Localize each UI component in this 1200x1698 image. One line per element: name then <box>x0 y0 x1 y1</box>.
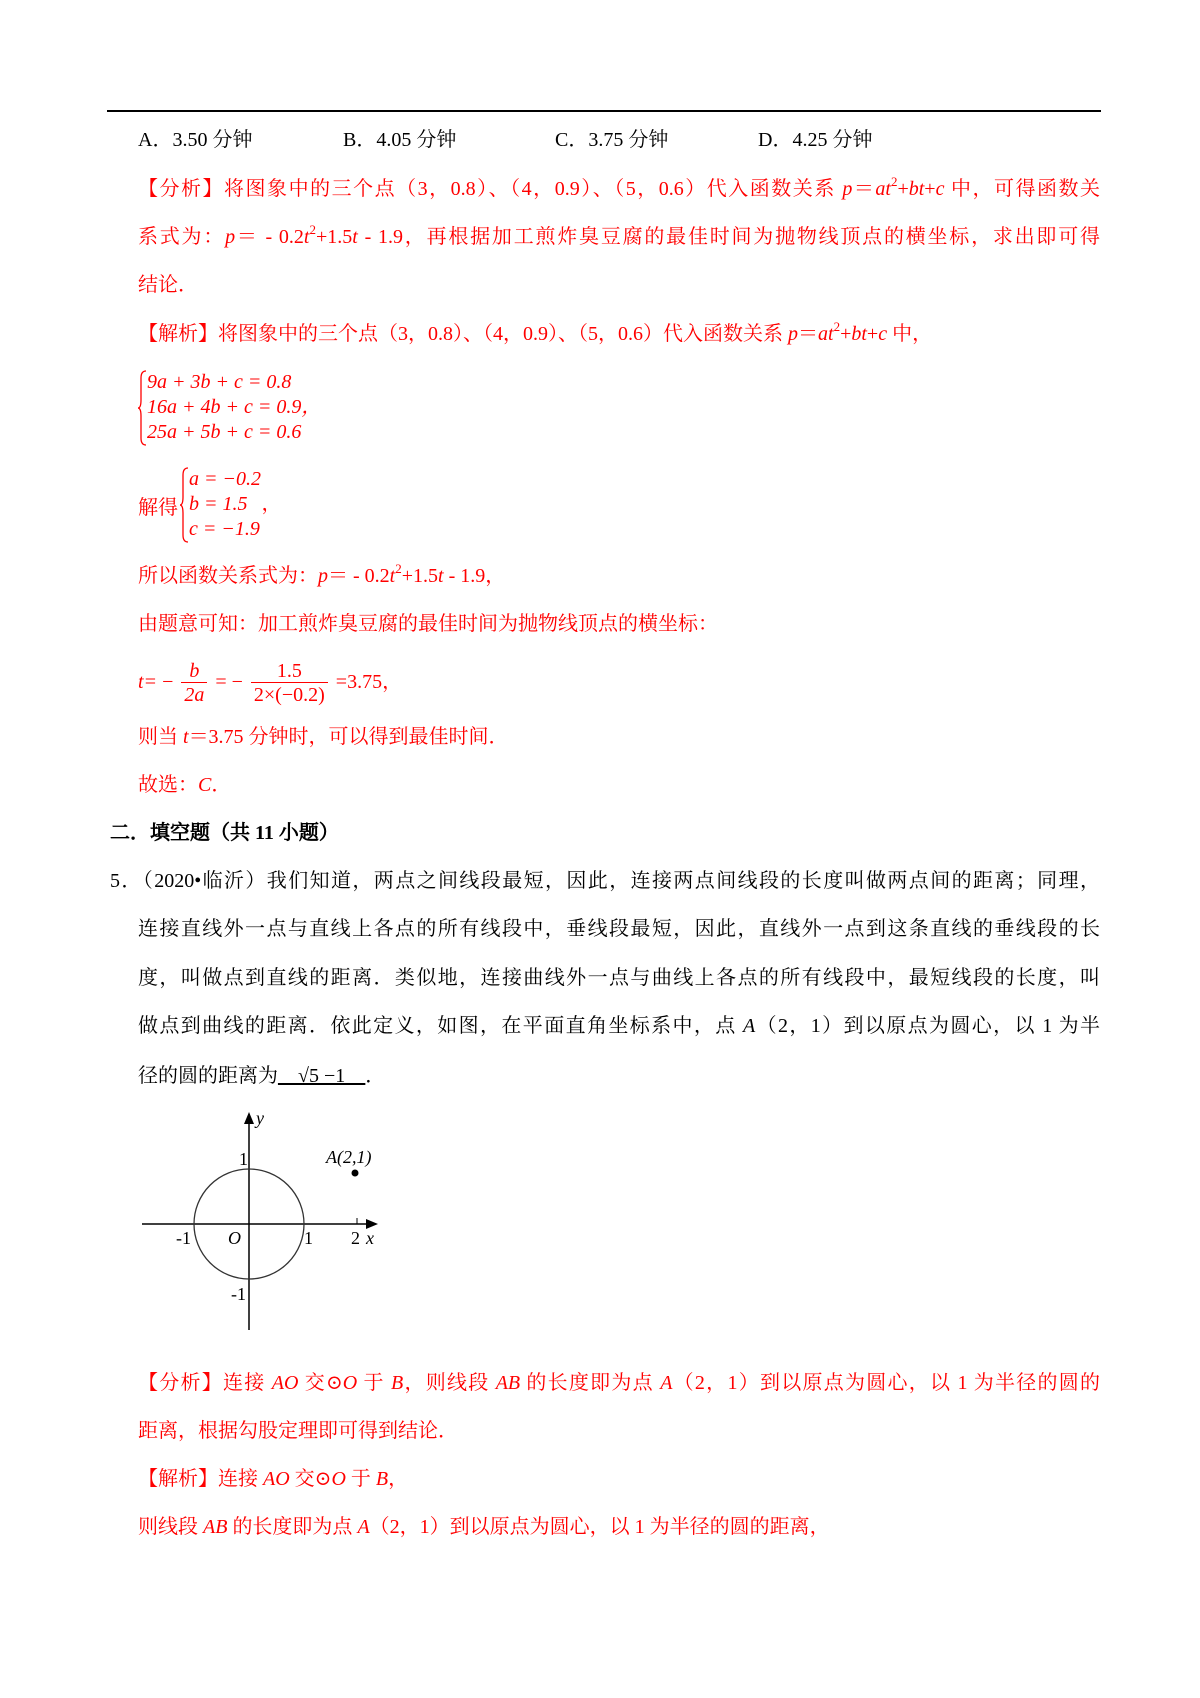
text-line <box>138 1417 458 1445</box>
text-segment: （2，1）到以原点为圆心，以 1 为半 <box>755 1015 1100 1037</box>
formula-minus: − <box>162 671 174 694</box>
text-line <box>138 271 198 299</box>
text-line <box>138 723 509 751</box>
text-segment: 结论． <box>138 274 198 296</box>
math-variable: at <box>818 323 834 345</box>
text-segment: - 1.9， <box>443 565 506 587</box>
math-variable: t <box>389 565 396 587</box>
text-segment: ＝3.75 分钟时，可以得到最佳时间． <box>188 726 509 748</box>
option-d <box>758 126 872 154</box>
text-segment: 5．（2020•临沂）我们知道，两点之间线段最短，因此，连接两点间线段的长度叫做两点间的距离；同理， <box>110 870 1100 892</box>
text-line <box>138 1369 1100 1397</box>
formula-minus: − <box>231 671 243 694</box>
text-segment: ＝ - 0.2 <box>235 226 304 248</box>
text-segment: 2 <box>890 175 898 189</box>
option-value: 4.05 分钟 <box>376 129 457 151</box>
math-variable: p <box>318 565 328 587</box>
option-value: 3.50 分钟 <box>172 129 253 151</box>
point-a <box>352 1170 359 1177</box>
text-segment: 2 <box>833 319 841 334</box>
math-variable: C <box>198 774 212 796</box>
text-segment: + <box>866 323 879 345</box>
y-arrow-icon <box>244 1112 254 1124</box>
equation-row: 9a + 3b + c = 0.8 <box>147 371 292 393</box>
text-segment: ＝ <box>798 323 818 345</box>
text-segment: +1.5 <box>315 226 353 248</box>
formula-equals: = <box>215 671 227 694</box>
math-variable: at <box>875 178 891 200</box>
tick-label-xm1: -1 <box>176 1228 191 1248</box>
text-segment: 径的圆的距离为 <box>138 1065 278 1087</box>
solution-row: c = −1.9 <box>189 518 260 540</box>
text-segment: ＝ <box>852 178 876 200</box>
coordinate-diagram <box>130 1100 390 1340</box>
text-segment: 的长度即为点 <box>520 1372 661 1394</box>
solution-comma: ， <box>261 493 282 515</box>
text-segment: （2，1）到以原点为圆心，以 1 为半径的圆的距离， <box>369 1516 830 1538</box>
text-segment: ＝ - 0.2 <box>328 565 390 587</box>
solution-row: b = 1.5 <box>189 493 248 515</box>
text-segment: + <box>840 323 852 345</box>
math-variable: B <box>375 1468 389 1490</box>
text-line <box>138 320 932 348</box>
math-variable: t <box>352 226 358 248</box>
formula-lhs: t= <box>138 671 158 694</box>
text-line <box>138 964 1100 992</box>
formula-result: =3.75， <box>335 671 403 694</box>
option-letter: B． <box>343 129 377 151</box>
text-line <box>138 915 1100 943</box>
origin-label: O <box>228 1228 241 1248</box>
math-variable: p <box>225 226 236 248</box>
math-variable: AB <box>203 1516 228 1538</box>
tick-label-y1: 1 <box>239 1149 248 1169</box>
text-line <box>138 1012 1100 1040</box>
equation-row: 25a + 5b + c = 0.6 <box>147 421 302 443</box>
text-line <box>138 223 1100 251</box>
math-variable: B <box>390 1372 404 1394</box>
option-letter: A． <box>138 129 173 151</box>
math-variable: AO <box>271 1372 299 1394</box>
text-segment: 度，叫做点到直线的距离．类似地，连接曲线外一点与曲线上各点的所有线段中，最短线段的长度，叫 <box>138 967 1100 989</box>
x-label: x <box>366 1228 374 1248</box>
text-segment: 【分析】连接 <box>138 1372 272 1394</box>
tick-label-x1: 1 <box>304 1228 313 1248</box>
tick-label-ym1: -1 <box>231 1284 246 1304</box>
text-segment: 【分析】将图象中的三个点（3，0.8）、（4，0.9）、（5，0.6）代入函数关系 <box>138 178 843 200</box>
vertex-formula <box>138 660 402 707</box>
text-segment: 交⊙ <box>298 1372 343 1394</box>
option-value: 3.75 分钟 <box>588 129 669 151</box>
y-label: y <box>256 1108 264 1128</box>
math-variable: t <box>183 726 189 748</box>
math-variable: AO <box>263 1468 290 1490</box>
text-line <box>138 1465 408 1493</box>
text-segment: +1.5 <box>401 565 439 587</box>
math-variable: bt <box>908 178 925 200</box>
math-variable: c <box>935 178 945 200</box>
math-variable: p <box>788 323 798 345</box>
option-a <box>138 126 252 154</box>
text-segment: 于 <box>357 1372 391 1394</box>
math-variable: bt <box>851 323 867 345</box>
option-c <box>555 126 668 154</box>
text-segment: 连接直线外一点与直线上各点的所有线段中，垂线段最短，因此，直线外一点到这条直线的垂线段的长 <box>138 918 1100 940</box>
text-segment: 做点到曲线的距离．依此定义，如图，在平面直角坐标系中，点 <box>138 1015 743 1037</box>
text-line <box>138 1513 830 1541</box>
text-segment: 则线段 <box>138 1516 203 1538</box>
text-segment: ． <box>211 774 232 796</box>
text-segment: 系式为： <box>138 226 226 248</box>
answer-blank: __√5 −1__ <box>278 1065 366 1087</box>
text-line <box>110 867 1100 895</box>
equation-system <box>138 370 321 445</box>
text-segment: 二．填空题（共 11 小题） <box>110 822 339 844</box>
math-variable: O <box>342 1372 358 1394</box>
text-segment: 中，可得函数关 <box>944 178 1100 200</box>
math-variable: A <box>742 1015 756 1037</box>
text-segment: 【解析】连接 <box>138 1468 263 1490</box>
brace-icon <box>180 467 190 543</box>
header-rule <box>107 110 1101 112</box>
option-letter: C． <box>555 129 589 151</box>
text-segment: 交⊙ <box>289 1468 332 1490</box>
math-variable: t <box>303 226 310 248</box>
fraction-b-over-2a <box>181 660 207 707</box>
section-heading <box>110 819 339 847</box>
equation-row: 16a + 4b + c = 0.9， <box>147 396 322 418</box>
text-segment: 2 <box>395 561 402 576</box>
text-segment: 2 <box>309 223 316 237</box>
solution-system <box>138 467 282 542</box>
text-segment: ，则线段 <box>403 1372 496 1394</box>
text-segment: 于 <box>345 1468 376 1490</box>
text-segment: 中， <box>887 323 933 345</box>
option-b <box>343 126 456 154</box>
text-segment: ， <box>388 1468 409 1490</box>
text-line <box>138 610 718 638</box>
math-variable: AB <box>495 1372 521 1394</box>
text-line <box>138 175 1100 203</box>
text-segment: ． <box>365 1065 386 1087</box>
point-a-label: A(2,1) <box>326 1147 372 1167</box>
text-segment: （2，1）到以原点为圆心，以 1 为半径的圆的 <box>672 1372 1100 1394</box>
text-segment: 所以函数关系式为： <box>138 565 318 587</box>
math-variable: p <box>842 178 853 200</box>
text-segment: - 1.9，再根据加工煎炸臭豆腐的最佳时间为抛物线顶点的横坐标，求出即可得 <box>357 226 1100 248</box>
text-segment: + <box>924 178 936 200</box>
text-segment: 距离，根据勾股定理即可得到结论． <box>138 1420 458 1442</box>
text-segment: 则当 <box>138 726 183 748</box>
solution-label: 解得 <box>138 497 178 519</box>
solution-row: a = −0.2 <box>189 468 261 490</box>
numerator: 1.5 <box>251 660 328 683</box>
option-letter: D． <box>758 129 793 151</box>
text-segment: + <box>897 178 909 200</box>
option-value: 4.25 分钟 <box>792 129 873 151</box>
math-variable: c <box>878 323 888 345</box>
denominator: 2a <box>184 684 205 706</box>
text-segment: 的长度即为点 <box>227 1516 358 1538</box>
text-line <box>138 771 231 799</box>
numerator: b <box>181 660 207 683</box>
math-variable: A <box>660 1372 673 1394</box>
math-variable: O <box>331 1468 346 1490</box>
denominator: 2×(−0.2) <box>253 684 325 706</box>
text-line <box>138 562 505 590</box>
text-segment: 由题意可知：加工煎炸臭豆腐的最佳时间为抛物线顶点的横坐标： <box>138 613 718 635</box>
fraction-value <box>251 660 328 707</box>
text-segment: 故选： <box>138 774 198 796</box>
tick-label-x2: 2 <box>351 1228 360 1248</box>
text-segment: 【解析】将图象中的三个点（3，0.8）、（4，0.9）、（5，0.6）代入函数关系 <box>138 323 788 345</box>
text-line <box>138 1062 385 1090</box>
math-variable: t <box>438 565 444 587</box>
brace-icon <box>138 370 148 446</box>
math-variable: A <box>357 1516 370 1538</box>
